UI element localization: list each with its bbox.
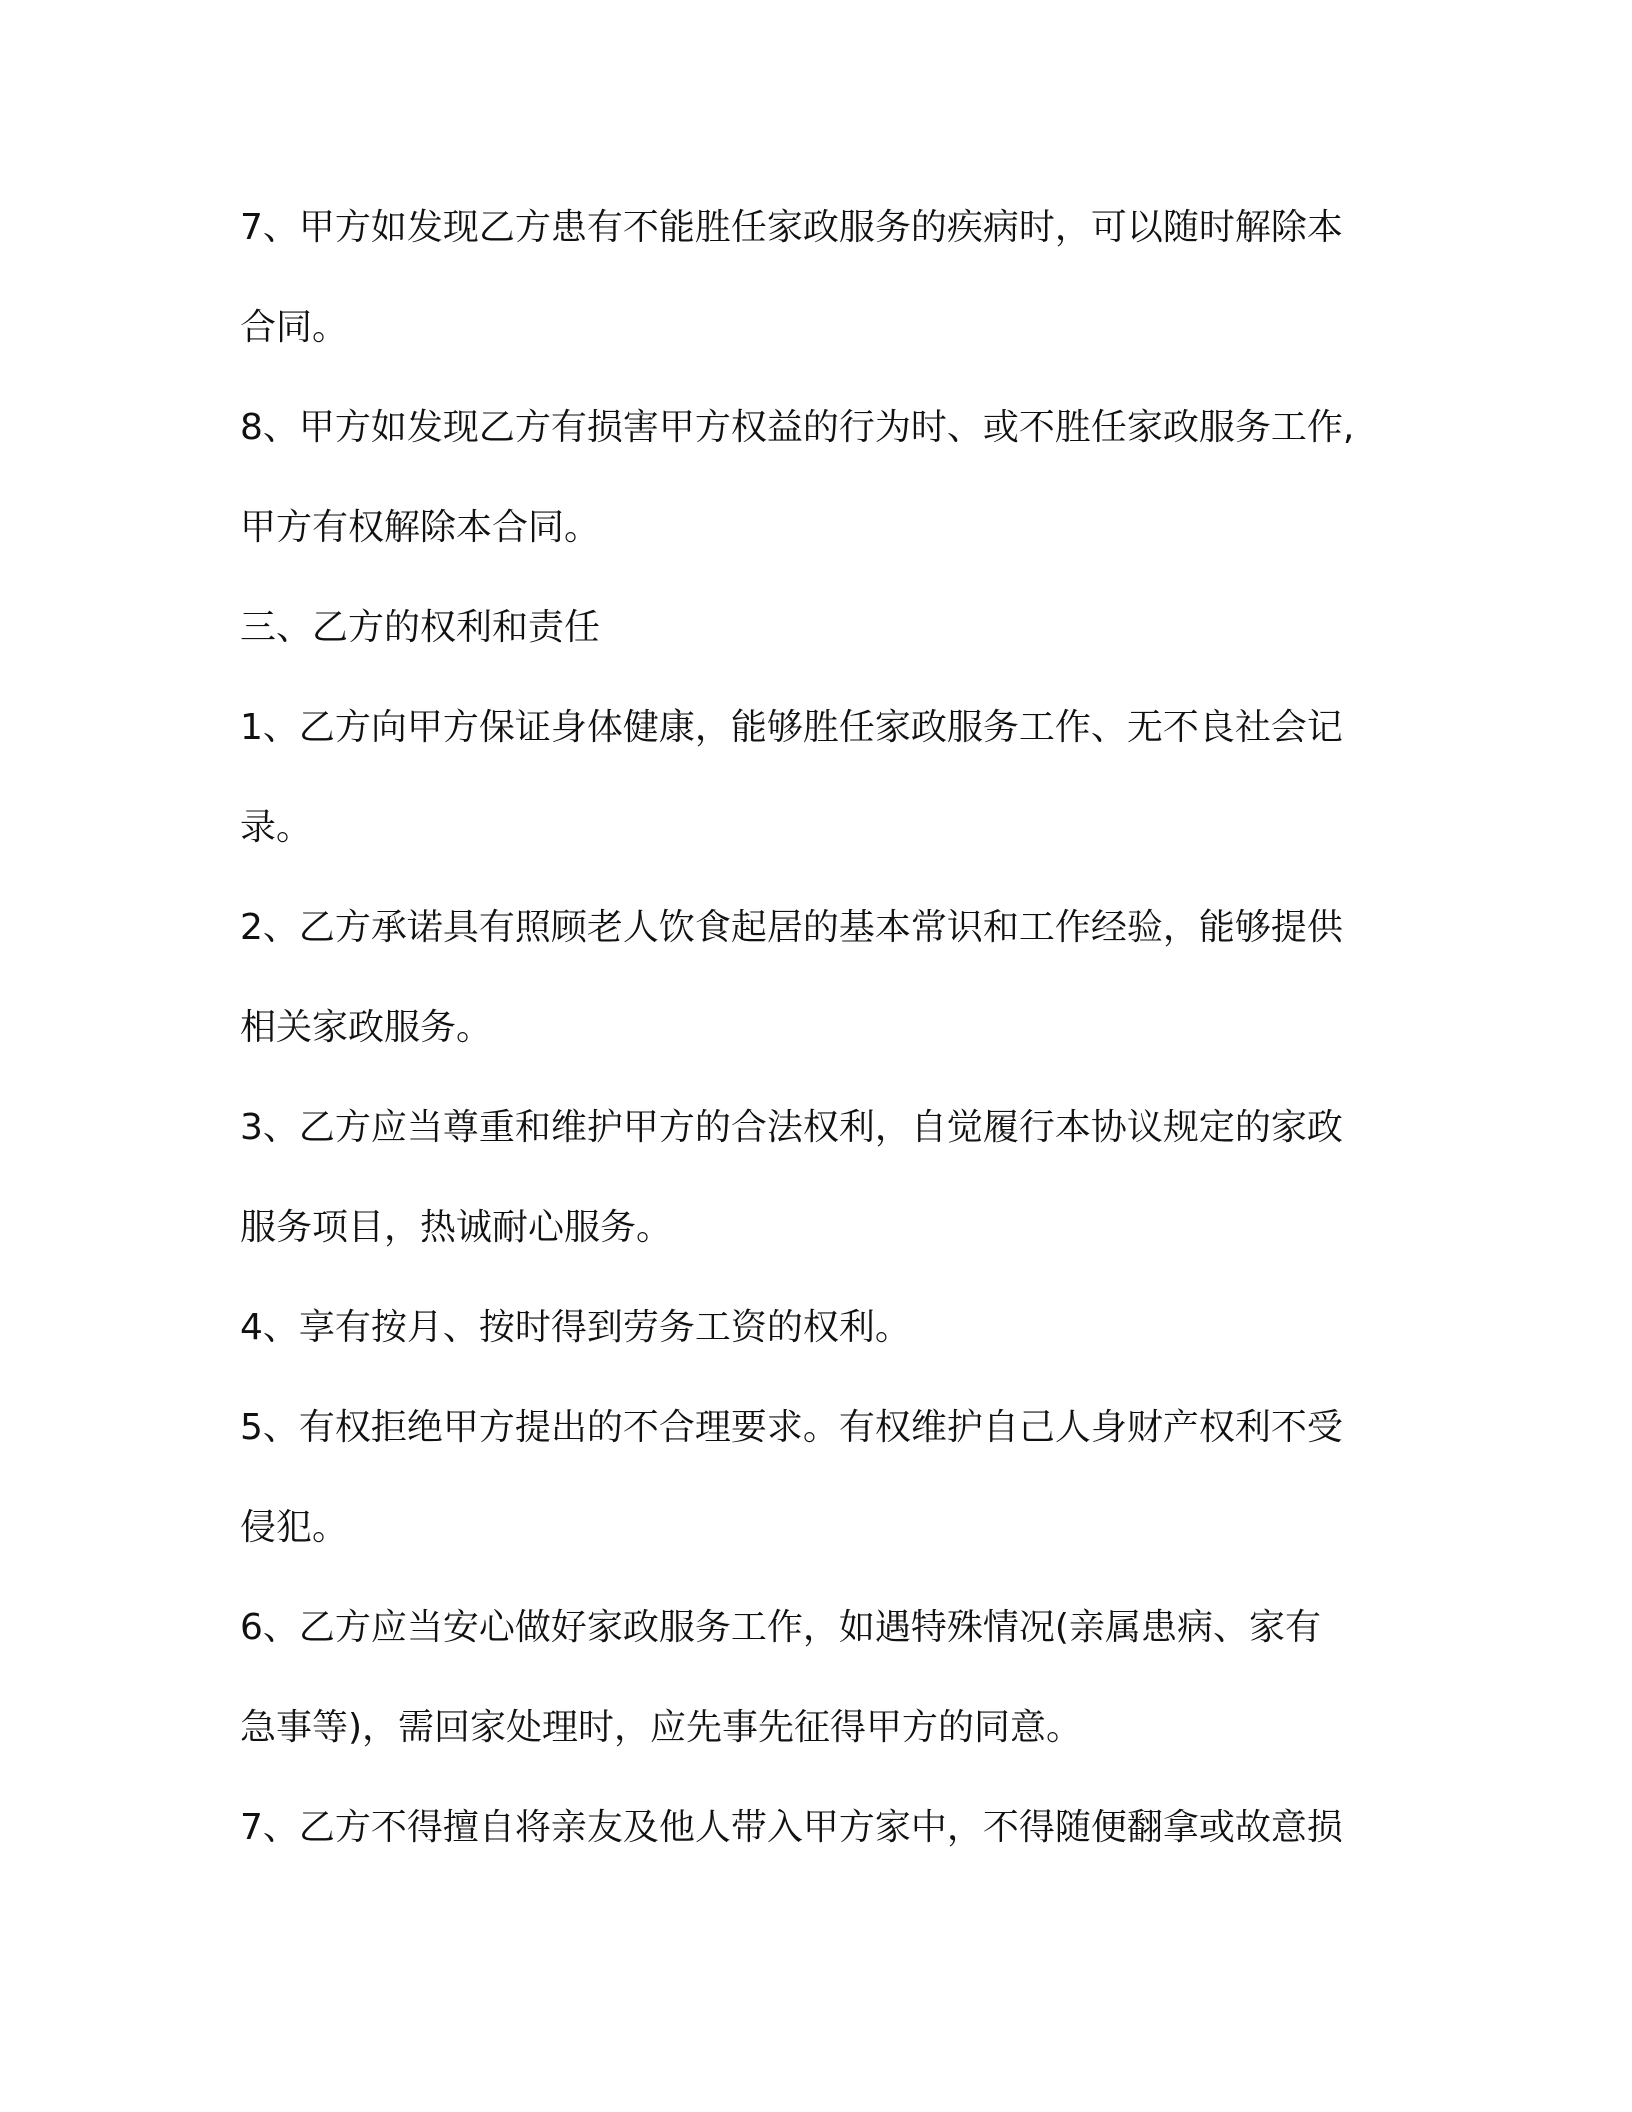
item-7-line-1: 7、乙方不得擅自将亲友及他人带入甲方家中，不得随便翻拿或故意损 bbox=[240, 1807, 1343, 1848]
item-6-line-2: 急事等)，需回家处理时，应先事先征得甲方的同意。 bbox=[240, 1707, 1083, 1748]
item-2-line-1: 2、乙方承诺具有照顾老人饮食起居的基本常识和工作经验，能够提供 bbox=[240, 907, 1343, 948]
item-2-line-2: 相关家政服务。 bbox=[240, 1007, 493, 1048]
clause-7-line-1: 7、甲方如发现乙方患有不能胜任家政服务的疾病时，可以随时解除本 bbox=[240, 207, 1343, 248]
item-1-line-2: 录。 bbox=[240, 807, 313, 848]
clause-8-line-2: 甲方有权解除本合同。 bbox=[240, 507, 601, 548]
item-6-line-1: 6、乙方应当安心做好家政服务工作，如遇特殊情况(亲属患病、家有 bbox=[240, 1607, 1321, 1648]
document-body bbox=[240, 178, 1400, 1878]
item-1-line-1: 1、乙方向甲方保证身体健康，能够胜任家政服务工作、无不良社会记 bbox=[240, 707, 1343, 748]
clause-7-line-2: 合同。 bbox=[240, 307, 349, 348]
item-3-line-1: 3、乙方应当尊重和维护甲方的合法权利，自觉履行本协议规定的家政 bbox=[240, 1107, 1343, 1148]
clause-8-line-1: 8、甲方如发现乙方有损害甲方权益的行为时、或不胜任家政服务工作, bbox=[240, 407, 1355, 448]
item-5-line-1: 5、有权拒绝甲方提出的不合理要求。有权维护自己人身财产权利不受 bbox=[240, 1407, 1343, 1448]
item-3-line-2: 服务项目，热诚耐心服务。 bbox=[240, 1207, 673, 1248]
item-4-line-1: 4、享有按月、按时得到劳务工资的权利。 bbox=[240, 1307, 911, 1348]
item-5-line-2: 侵犯。 bbox=[240, 1507, 349, 1548]
section-heading-3: 三、乙方的权利和责任 bbox=[240, 607, 601, 648]
